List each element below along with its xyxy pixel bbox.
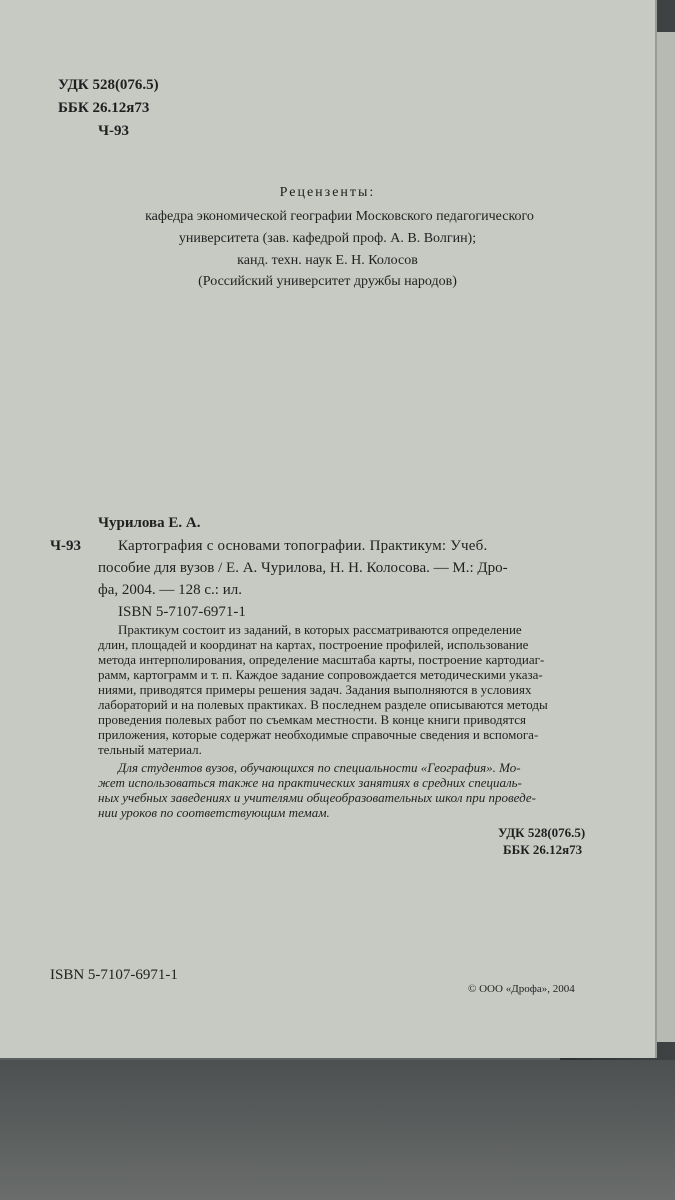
catalog-line-1: Картография с основами топографии. Практикум: Учеб. (118, 538, 488, 554)
table-surface (0, 1060, 675, 1200)
catalog-mark: Ч-93 (50, 538, 82, 554)
annotation-line: ниями, приводятся примеры решения задач. Задания выполняются в условиях (98, 682, 532, 697)
annotation-line: проведения полевых работ по съемкам местности. В конце книги приводятся (98, 712, 527, 727)
annotation-line: тельный материал. (98, 742, 202, 757)
udk-code: УДК 528(076.5) (58, 77, 159, 93)
reviewers-line-2: университета (зав. кафедрой проф. А. В. Волгин); (178, 231, 477, 246)
annotation-line: лабораторий и на полевых практиках. В последнем разделе описываются методы (98, 697, 548, 712)
reviewers-line-3: канд. техн. наук Е. Н. Колосов (237, 253, 418, 268)
copyright: © ООО «Дрофа», 2004 (468, 983, 575, 995)
footer-bbk: ББК 26.12я73 (503, 842, 583, 857)
catalog-isbn: ISBN 5-7107-6971-1 (118, 604, 246, 620)
bottom-isbn: ISBN 5-7107-6971-1 (50, 967, 178, 983)
audience-line: жет использоваться также на практических занятиях в средних специаль- (98, 775, 522, 790)
annotation-line: Практикум состоит из заданий, в которых рассматриваются определение (118, 622, 522, 637)
annotation-line: метода интерполирования, определение масштаба карты, построение картодиаг- (98, 652, 545, 667)
reviewers-line-1: кафедра экономической географии Московского педагогического (145, 209, 534, 224)
footer-udk: УДК 528(076.5) (498, 825, 586, 840)
audience-line: Для студентов вузов, обучающихся по специальности «География». Мо- (118, 760, 521, 775)
annotation-line: длин, площадей и координат на картах, построение профилей, использование (98, 637, 529, 652)
audience-line: нии уроков по соответствующим темам. (98, 805, 330, 820)
catalog-line-2: пособие для вузов / Е. А. Чурилова, Н. Н. Колосова. — М.: Дро- (98, 560, 508, 576)
annotation-line: рамм, картограмм и т. п. Каждое задание сопровождается методическими указа- (98, 667, 543, 682)
audience-line: ных учебных заведениях и учителями общеобразовательных школ при проведе- (98, 790, 536, 805)
annotation-line: приложения, которые содержат необходимые справочные сведения и вспомога- (98, 727, 539, 742)
reviewers-title: Рецензенты: (279, 185, 376, 200)
catalog-author: Чурилова Е. А. (98, 515, 201, 531)
bbk-code: ББК 26.12я73 (58, 100, 150, 116)
catalog-line-3: фа, 2004. — 128 с.: ил. (98, 582, 242, 598)
reviewers-line-4: (Российский университет дружбы народов) (198, 274, 457, 289)
author-mark: Ч-93 (98, 123, 130, 139)
